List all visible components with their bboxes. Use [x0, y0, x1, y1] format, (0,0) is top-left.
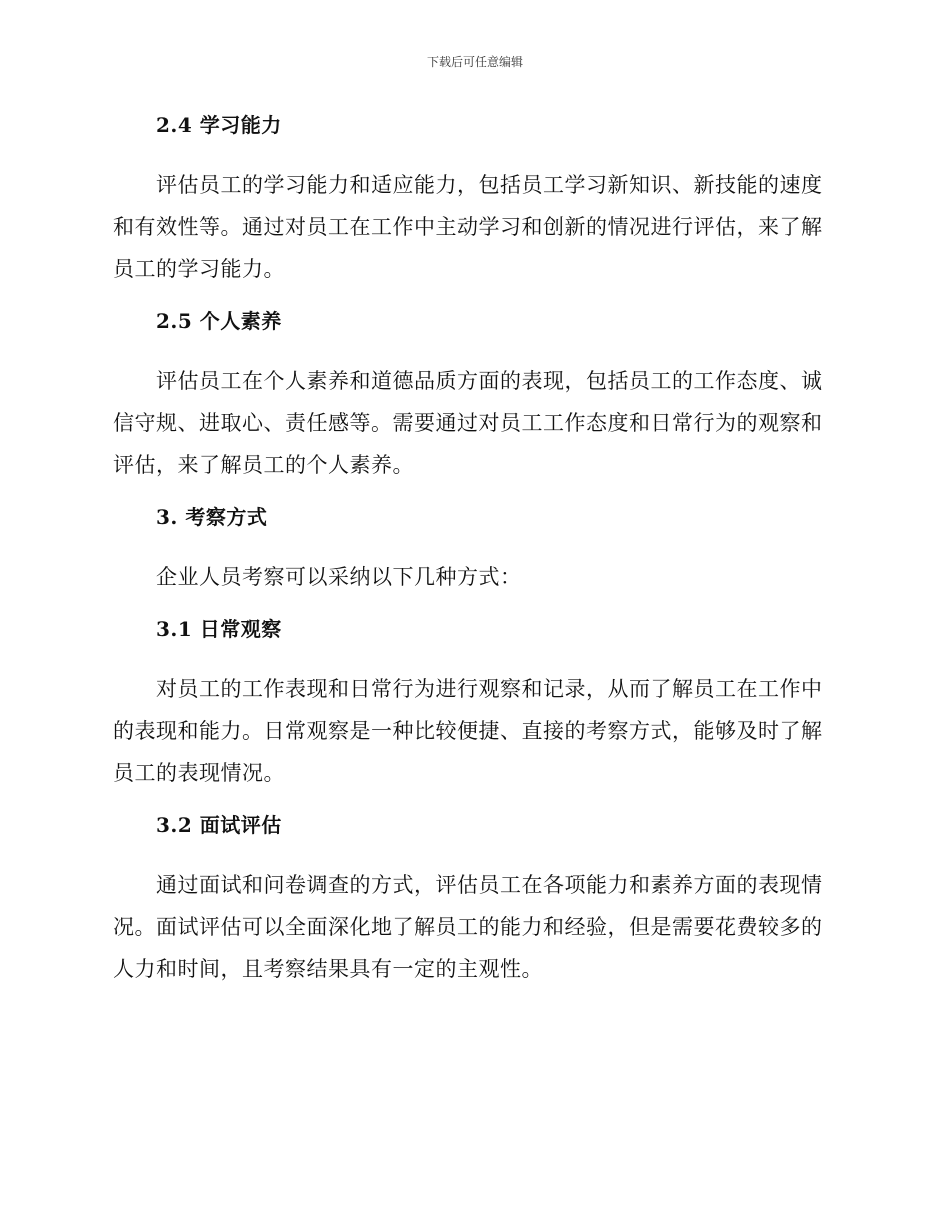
page-header: 下载后可任意编辑 [426, 55, 523, 69]
section-heading-3-1: 3.1 日常观察 [156, 617, 282, 641]
section-paragraph-2-4: 评估员工的学习能力和适应能力，包括员工学习新知识、新技能的速度和有效性等。通过对员工在工作中主动学习和创新的情况进行评估，来了解员工的学习能力。 [113, 173, 823, 281]
section-paragraph-3-2: 通过面试和问卷调查的方式，评估员工在各项能力和素养方面的表现情况。面试评估可以全面深化地了解员工的能力和经验，但是需要花费较多的人力和时间，且考察结果具有一定的主观性。 [113, 873, 823, 981]
section-heading-3-2: 3.2 面试评估 [156, 813, 282, 837]
section-heading-3: 3. 考察方式 [156, 505, 268, 529]
section-paragraph-3-1: 对员工的工作表现和日常行为进行观察和记录，从而了解员工在工作中的表现和能力。日常观察是一种比较便捷、直接的考察方式，能够及时了解员工的表现情况。 [113, 677, 823, 785]
section-paragraph-3: 企业人员考察可以采纳以下几种方式： [156, 565, 522, 589]
section-heading-2-4: 2.4 学习能力 [156, 113, 282, 137]
section-paragraph-2-5: 评估员工在个人素养和道德品质方面的表现，包括员工的工作态度、诚信守规、进取心、责任感等。需要通过对员工工作态度和日常行为的观察和评估，来了解员工的个人素养。 [113, 369, 823, 477]
section-heading-2-5: 2.5 个人素养 [156, 309, 282, 333]
document-body [113, 110, 833, 990]
